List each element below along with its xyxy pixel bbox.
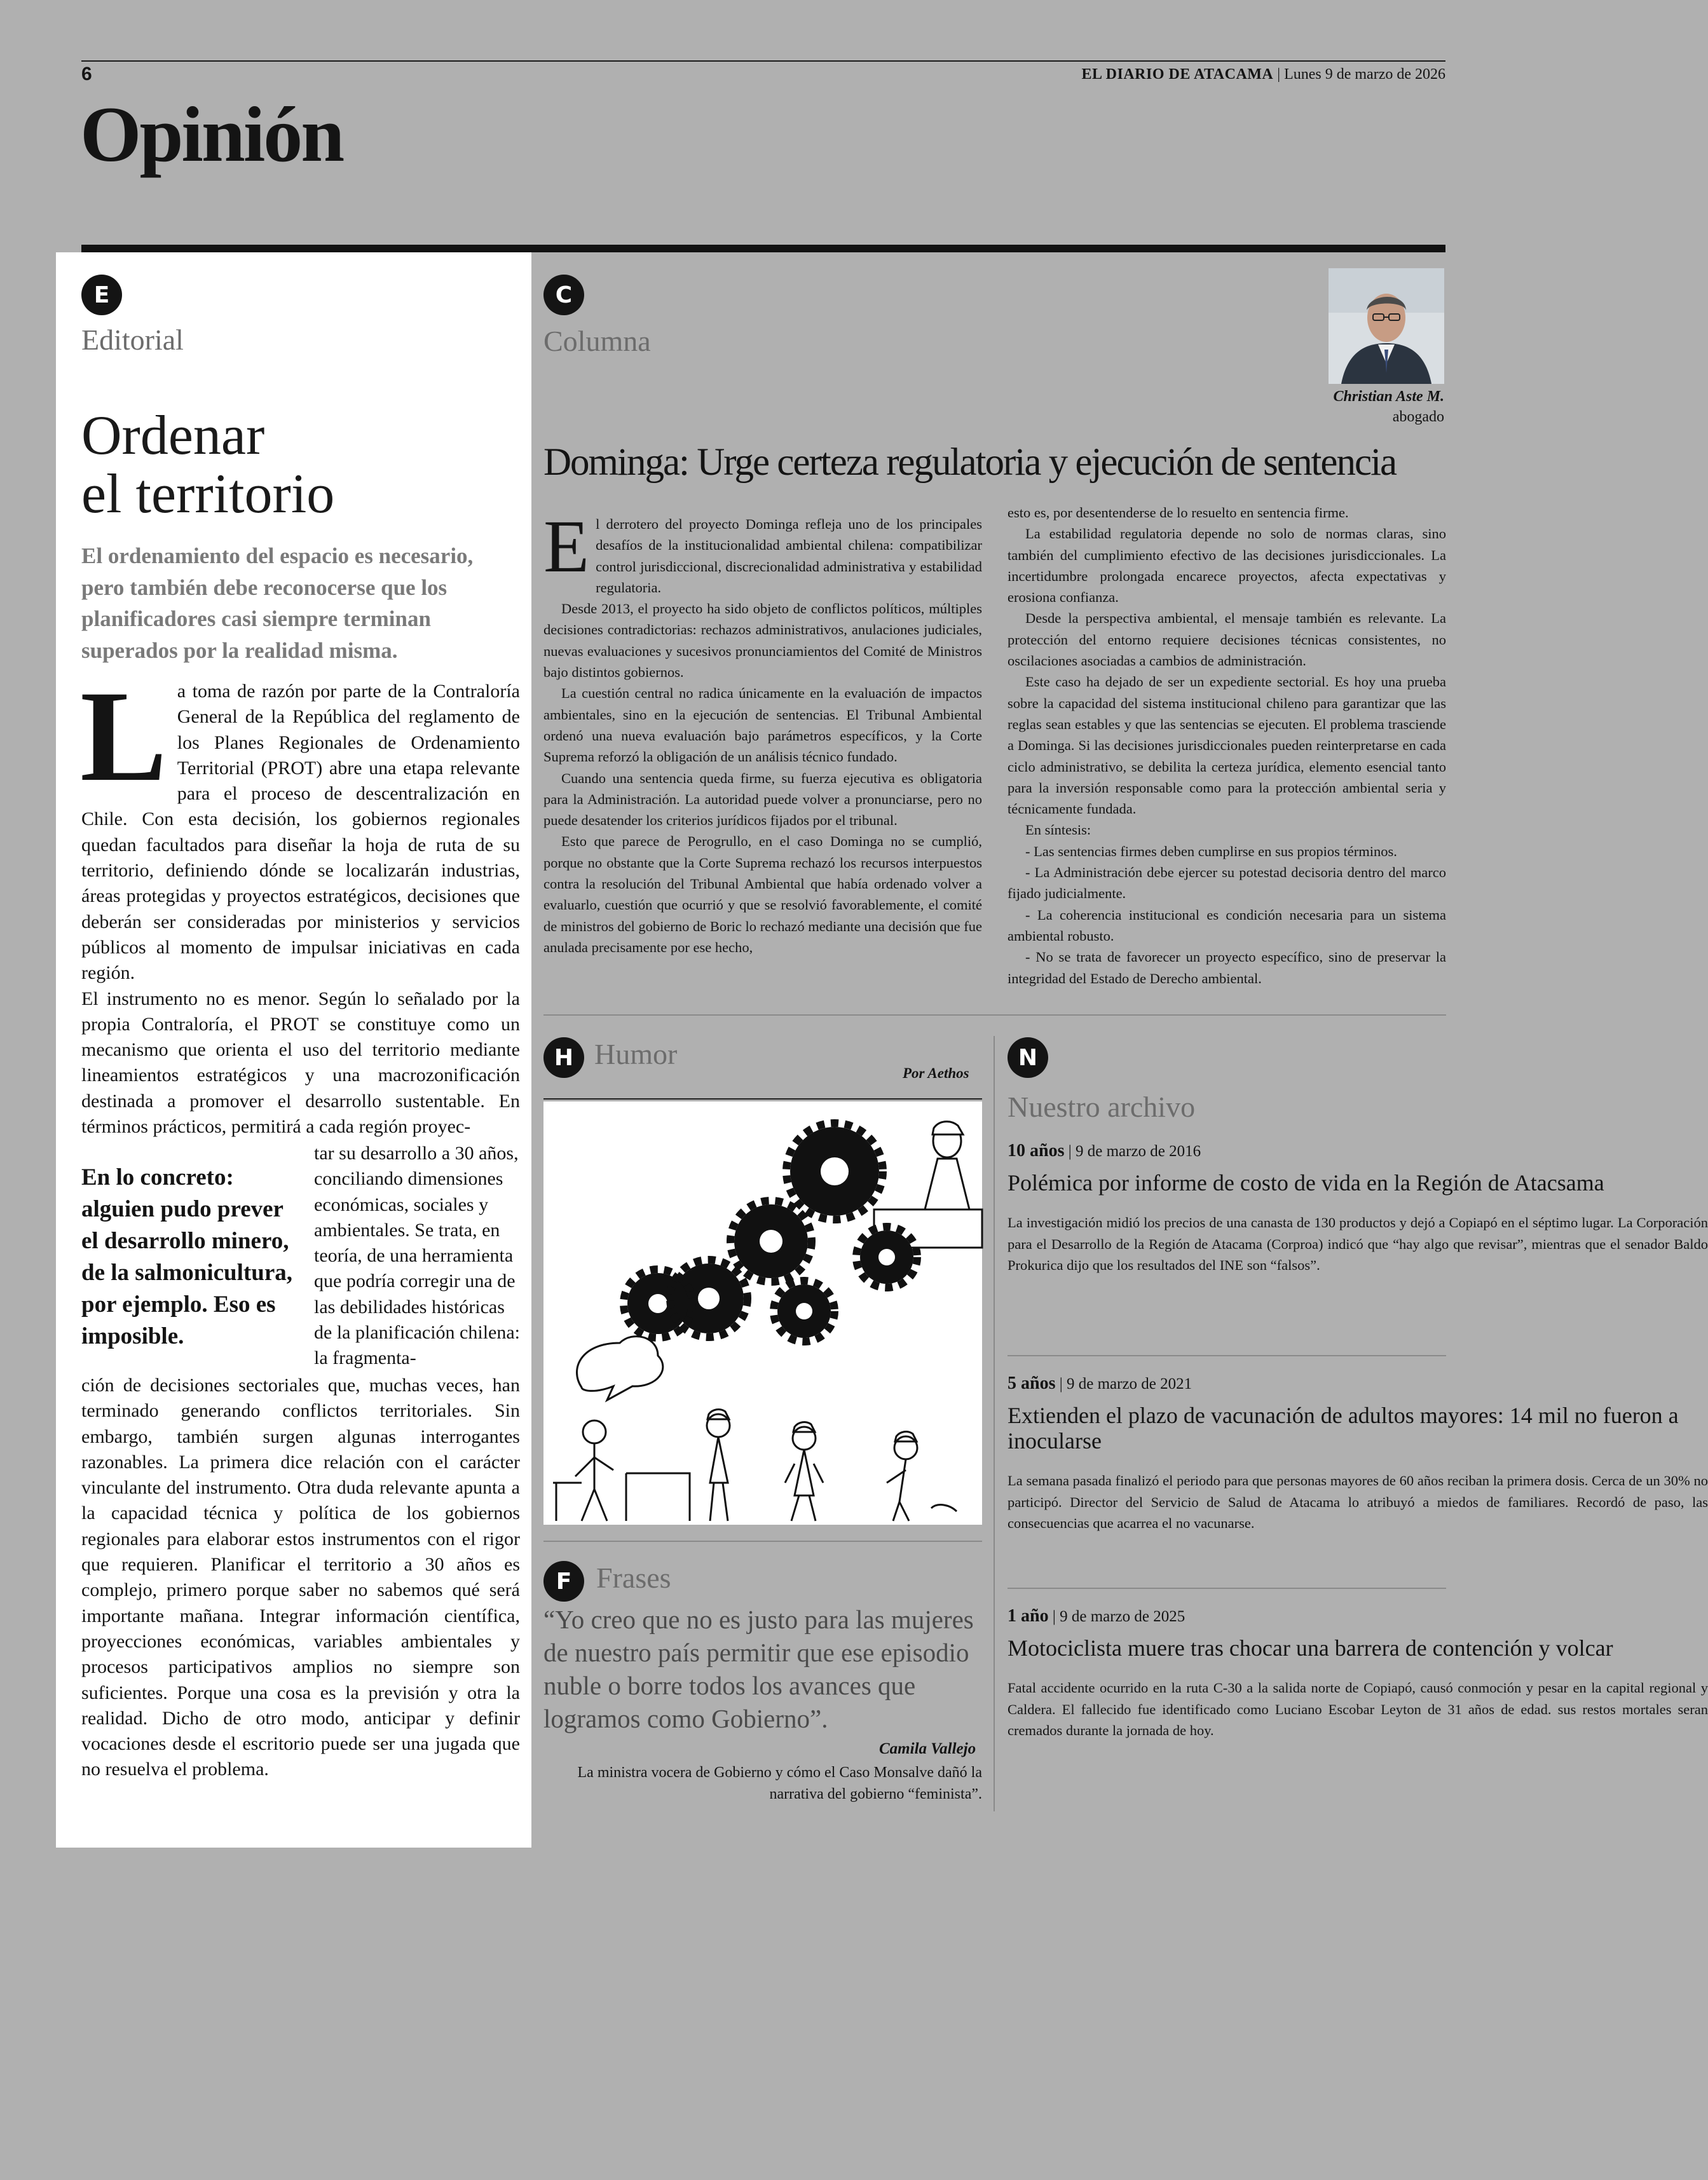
archive-item-headline: Polémica por informe de costo de vida en la Región de Atacsama: [1008, 1170, 1604, 1196]
column-paragraph: - No se trata de favorecer un proyecto específico, sino de preservar la integridad del Estado de Derecho ambiental.: [1008, 949, 1446, 986]
column-paragraph: esto es, por desentenderse de lo resuelto en sentencia firme.: [1008, 505, 1349, 521]
editorial-paragraph-1: [80, 664, 520, 986]
humor-cartoon: [543, 1101, 982, 1525]
editorial-kicker: Editorial: [81, 324, 184, 356]
frases-badge: F: [543, 1561, 584, 1602]
column-paragraph: - La Administración debe ejercer su potestad decisoria dentro del marco fijado judicialmente.: [1008, 864, 1446, 902]
archive-years: 1 año: [1008, 1606, 1049, 1626]
column-author: [1333, 386, 1444, 427]
editorial-paragraph-1-text: a toma de razón por parte de la Contraloría General de la República del reglamento de los Planes Regionales de Ordenamiento Territorial (PROT) abre una etapa relevante para el proceso de descentralización en Chile. Con esta decisión, los gobiernos regionales quedan facultados para diseñar la hoja de ruta de su territorio, definiendo dónde se localizarán industrias, áreas protegidas y proyectos estratégicos, decisiones que deberán ser consideradas por ministerios y servicios públicos al momento de impulsar iniciativas en cada región.: [81, 681, 520, 984]
editorial-pull-quote: En lo concreto: alguien pudo prever el desarrollo minero, de la salmonicultura, por ejemplo. Eso es imposible.: [81, 1164, 292, 1349]
column-paragraph: Cuando una sentencia queda firme, su fuerza ejecutiva es obligatoria para la Administración. La autoridad puede volver a pronunciarse, pero no puede desatender los criterios jurídicos fijados por el tribunal.: [543, 770, 982, 829]
column-paragraph: Esto que parece de Perogrullo, en el caso Dominga no se cumplió, porque no obstante que la Corte Suprema rechazó los recursos interpuestos contra la resolución del Tribunal Ambiental que había ordenado volver a evaluarlo, cuestión que ocurrió y que se resolvió favorablemente, el comité de ministros del gobierno de Boric lo rechazó mediante una decisión que fue anulada precisamente por ese hecho,: [543, 833, 982, 955]
author-name: Christian Aste M.: [1333, 388, 1444, 405]
author-avatar: [1329, 268, 1444, 384]
editorial-paragraph-2: El instrumento no es menor. Según lo señalado por la propia Contraloría, el PROT se constituye como un mecanismo que orienta el uso del territorio mediante lineamientos estratégicos y una macrozonificación destinada a promover el desarrollo sustentable. En términos prácticos, permitirá a cada región proyec-: [81, 988, 520, 1138]
editorial-paragraph-3: ción de decisiones sectoriales que, muchas veces, han terminado generando conflictos territoriales. Sin embargo, también surgen algunas interrogantes razonables. La primera dice relación con el carácter vinculante del instrumento. Otra duda relevante apunta a la capacidad técnica y política de los gobiernos regionales para elaborar estos instrumentos con el rigor que requieren. Planificar el territorio a 30 años es complejo, primero porque saber no sabemos qué será importante mañana. Integrar información científica, proyecciones económicas, variables ambientales y procesos participativos amplios no siempre son suficientes. Porque una cosa es la previsión y otra la realidad. Dicho de otro modo, anticipar y definir vocaciones desde el escritorio puede ser una jugada que no resuelva el problema.: [81, 1375, 520, 1780]
archive-item-body: La investigación midió los precios de una canasta de 130 productos y dejó a Copiapó en el séptimo lugar. La Corporación para el Desarrollo de la Región de Atacama (Corproa) indicó que “hay algo que revisar”, mientras que el senador Baldo Prokurica dijo que los resultados del INE son “falsos”.: [1008, 1215, 1708, 1273]
column-title: Dominga: Urge certeza regulatoria y ejecución de sentencia: [543, 441, 1397, 484]
frases-author: Camila Vallejo: [879, 1740, 976, 1757]
archive-item-date: 10 años | 9 de marzo de 2016: [1008, 1141, 1201, 1161]
humor-kicker: Humor: [594, 1038, 678, 1070]
archive-date: 9 de marzo de 2016: [1075, 1143, 1201, 1160]
newspaper-name: EL DIARIO DE ATACAMA: [1081, 66, 1274, 83]
editorial-lead: El ordenamiento del espacio es necesario, pero también debe reconocerse que los planificadores casi siempre terminan superados por la realidad misma.: [81, 543, 474, 664]
page-number: 6: [81, 64, 92, 85]
column-paragraph: En síntesis:: [1025, 822, 1091, 838]
column-paragraph: Desde 2013, el proyecto ha sido objeto de conflictos políticos, múltiples decisiones contradictorias: rechazos administrativos, anulaciones judiciales, nuevas evaluaciones y sucesivos pronunciamientos del Comité de Ministros bajo distintos gobiernos.: [543, 601, 982, 681]
column-kicker: Columna: [543, 325, 651, 357]
archive-item: [1008, 1141, 1708, 1276]
column-text-left: [543, 505, 982, 958]
editorial-narrow-text: tar su desarrollo a 30 años, conciliando dimensiones económicas, sociales y ambientales. Se trata, en teoría, de una herramienta que podría corregir una de las debilidades históricas de la planificación chilena: la fragmenta-: [314, 1143, 521, 1369]
column-paragraph: La cuestión central no radica únicamente en la evaluación de impactos ambientales, sino en la ejecución de sentencias. El Tribunal Ambiental ordenó una nueva evaluación bajo parámetros específicos, y la Corte Suprema reforzó la obligación de un análisis técnico fundado.: [543, 685, 982, 765]
archive-item: [1008, 1373, 1708, 1534]
archive-item-date: 1 año | 9 de marzo de 2025: [1008, 1606, 1185, 1626]
archive-item-date: 5 años | 9 de marzo de 2021: [1008, 1373, 1192, 1393]
archive-divider: [1008, 1355, 1446, 1356]
archive-item-headline: Extienden el plazo de vacunación de adultos mayores: 14 mil no fueron a inocularse: [1008, 1403, 1679, 1454]
column-dropcap: E: [543, 505, 590, 588]
section-rule: [81, 245, 1445, 252]
archive-badge: N: [1008, 1037, 1048, 1078]
issue-date: Lunes 9 de marzo de 2026: [1284, 66, 1445, 83]
column-paragraph: La estabilidad regulatoria depende no solo de normas claras, sino también del cumplimiento efectivo de las decisiones jurisdiccionales. La incertidumbre prolongada encarece proyectos, afecta expectativas y erosiona confianza.: [1008, 526, 1446, 606]
column-paragraph: - Las sentencias firmes deben cumplirse en sus propios términos.: [1025, 843, 1397, 859]
humor-top-rule: [543, 1098, 982, 1100]
editorial-title: [81, 407, 334, 524]
column-paragraph: Desde la perspectiva ambiental, el mensaje también es relevante. La protección del entorno requiere decisiones técnicas consistentes, no oscilaciones asociadas a cambios de administración.: [1008, 610, 1446, 669]
frases-quote: “Yo creo que no es justo para las mujeres de nuestro país permitir que ese episodio nuble o borre todos los avances que logramos como Gobierno”.: [543, 1605, 974, 1733]
column-paragraph: [543, 505, 982, 598]
editorial-badge: E: [81, 275, 122, 315]
editorial-dropcap: L: [80, 664, 167, 808]
archive-kicker: Nuestro archivo: [1008, 1091, 1196, 1123]
frases-kicker: Frases: [596, 1562, 671, 1594]
archive-item-body: La semana pasada finalizó el periodo para que personas mayores de 60 años reciban la primera dosis. Cerca de un 30% no participó. Director del Servicio de Salud de Atacama lo atribuyó a miedos de familiares. Recordó de paso, las consecuencias que acarrea el no vacunarse.: [1008, 1473, 1708, 1531]
frases-note: La ministra vocera de Gobierno y cómo el Caso Monsalve dañó la narrativa del gobierno “feminista”.: [577, 1764, 982, 1802]
archive-years: 10 años: [1008, 1141, 1065, 1161]
editorial-title-line2: el territorio: [81, 463, 335, 526]
gears-cartoon-icon: [543, 1101, 982, 1525]
archive-item: [1008, 1606, 1708, 1741]
column-text-right: [1008, 502, 1446, 989]
section-title: Opinión: [80, 91, 343, 178]
humor-badge: H: [543, 1037, 584, 1078]
frases-top-rule: [543, 1541, 982, 1542]
archive-divider: [1008, 1588, 1446, 1589]
editorial-body-top: [80, 664, 520, 1140]
author-role: abogado: [1392, 409, 1444, 425]
humor-byline: Por Aethos: [903, 1065, 969, 1081]
column-paragraph: - La coherencia institucional es condición necesaria para un sistema ambiental robusto.: [1008, 906, 1446, 944]
editorial-title-line1: Ordenar: [81, 405, 265, 467]
masthead: [1081, 66, 1445, 83]
archive-item-headline: Motociclista muere tras chocar una barrera de contención y volcar: [1008, 1635, 1613, 1661]
center-divider: [994, 1036, 995, 1811]
column-paragraph: Este caso ha dejado de ser un expediente sectorial. Es hoy una prueba sobre la capacidad del sistema institucional chileno para garantizar que las reglas sean estables y que las sentencias se ejecuten. El problema trasciende a Dominga. Si las decisiones jurisdiccionales pueden reinterpretarse en cada ciclo administrativo, se debilita la certeza jurídica, elemento esencial tanto para la inversión responsable como para la protección ambiental seria y técnicamente fundada.: [1008, 674, 1446, 817]
column-bottom-rule: [543, 1014, 1446, 1016]
masthead-separator: |: [1277, 66, 1281, 83]
archive-date: 9 de marzo de 2021: [1066, 1375, 1192, 1393]
author-portrait-icon: [1329, 268, 1444, 384]
archive-years: 5 años: [1008, 1373, 1056, 1393]
archive-date: 9 de marzo de 2025: [1060, 1608, 1185, 1625]
archive-item-body: Fatal accidente ocurrido en la ruta C-30 a la salida norte de Copiapó, causó conmoción y pesar en la capital regional y Caldera. El fallecido fue identificado como Luciano Escobar Leyton de 31 años de edad. sus restos mortales seran cremados durante la jornada de hoy.: [1008, 1680, 1708, 1738]
top-rule: [81, 60, 1445, 62]
column-badge: C: [543, 275, 584, 315]
column-paragraph-text: l derrotero del proyecto Dominga refleja uno de los principales desafíos de la institucionalidad ambiental chilena: compatibilizar control jurisdiccional, discrecionalidad administrativa y estabilidad regulatoria.: [596, 516, 982, 596]
